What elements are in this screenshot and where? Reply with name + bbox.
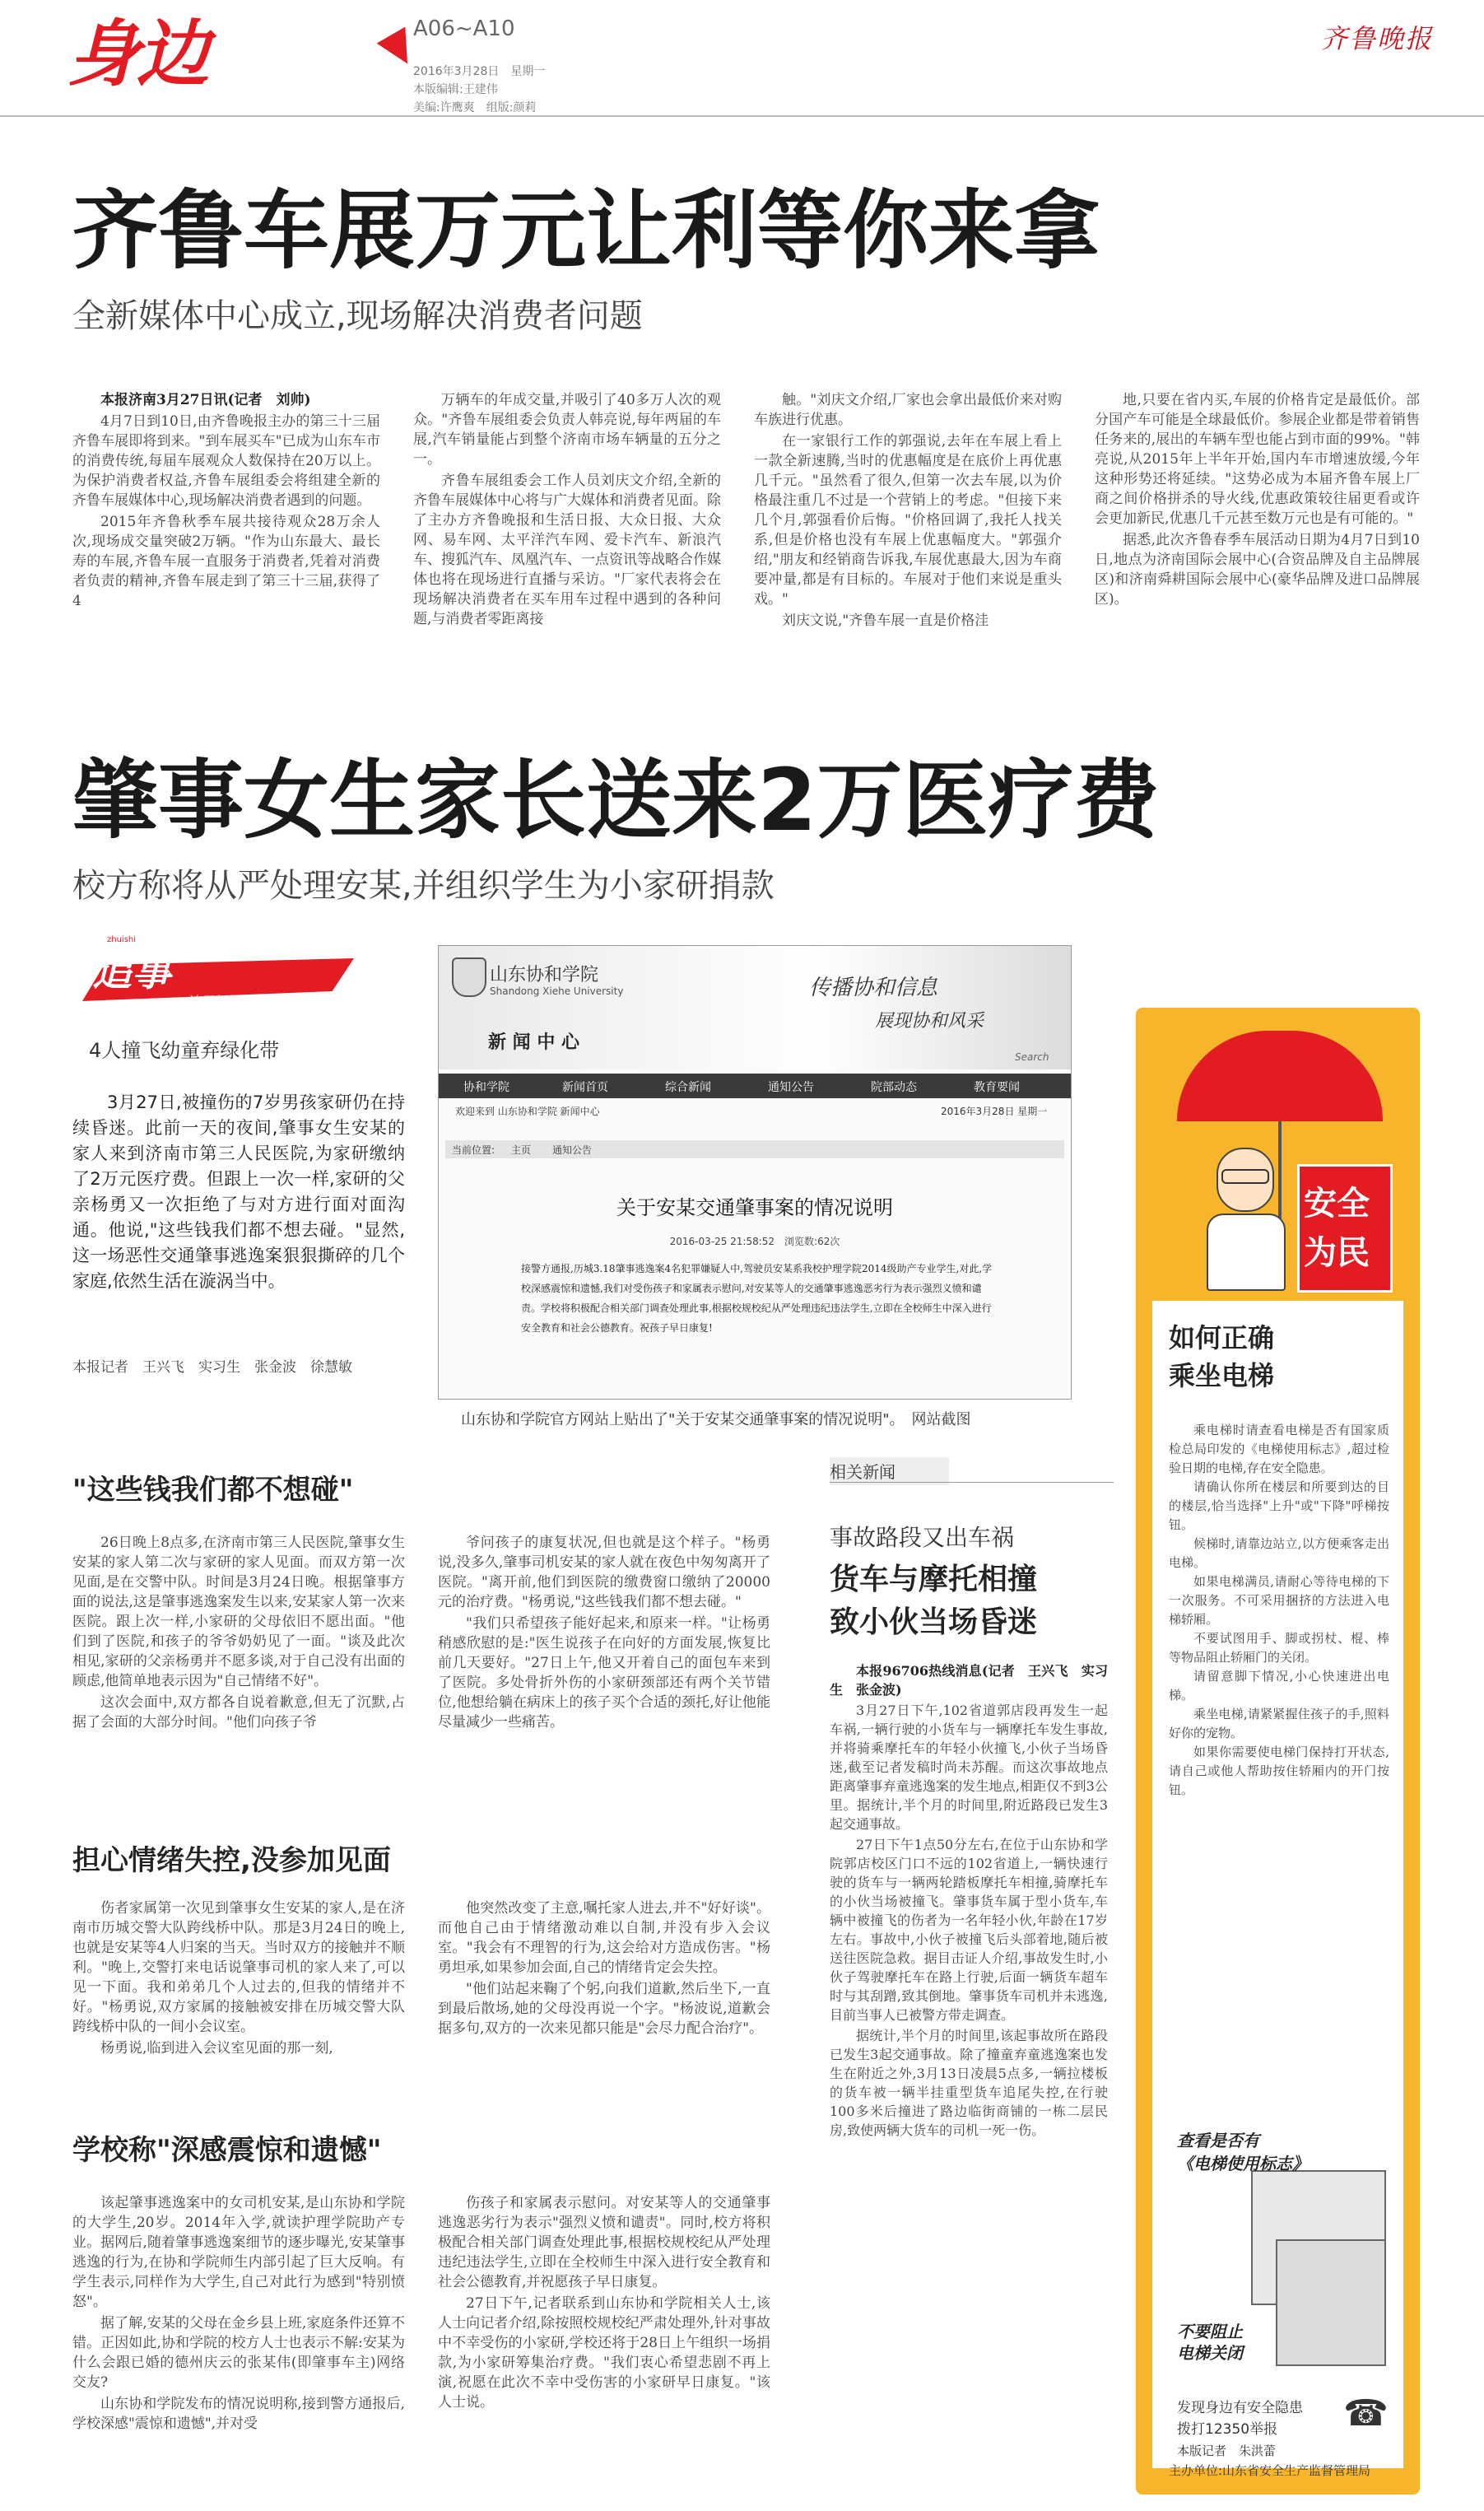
- follow-up-logo: 追事: [92, 949, 172, 995]
- cartoon-body-icon: [1207, 1214, 1286, 1291]
- related-headline-1: 货车与摩托相撞: [830, 1563, 1038, 1596]
- paragraph: 候梯时,请靠边站立,以方便乘客走出电梯。: [1169, 1536, 1389, 1570]
- paragraph: 地,只要在省内买,车展的价格肯定是最低价。部分国产车可能是全球最低价。参展企业都是带着销售任务来的,展出的车辆车型也能占到市面的99%。"韩亮说,从2015年上半年开始,国内车市增速放缓,今年这种形势还将延续。"这势必成为本届齐鲁车展上厂商之间价格拼杀的导火线,优惠政策较往届更看或许会更加新民,优惠几千元甚至数万元也是有可能的。": [1095, 392, 1420, 527]
- story1-subhead: 全新媒体中心成立,现场解决消费者问题: [72, 297, 643, 335]
- follow-up-tagline: 追寻新闻尽头: [189, 994, 269, 1009]
- paragraph: 伤孩子和家属表示慰问。对安某等人的交通肇事逃逸恶劣行为表示"强烈义愤和谴责"。同时,校方将积极配合相关部门调查处理此事,根据校规校纪从严处理违纪违法学生,立即在全校师生中深入进行安全教育和社会公德教育,并祝愿孩子早日康复。: [438, 2195, 770, 2290]
- sidebar-reporter: 本版记者 朱洪蕾: [1177, 2443, 1277, 2458]
- paragraph: 请留意脚下情况,小心快速进出电梯。: [1169, 1669, 1389, 1703]
- paragraph: 乘电梯时请查看电梯是否有国家质检总局印发的《电梯使用标志》,超过检验日期的电梯,存在安全隐患。: [1169, 1423, 1389, 1475]
- paragraph: 如果电梯满员,请耐心等待电梯的下一次服务。不可采用捆挤的方法进入电梯轿厢。: [1169, 1574, 1389, 1627]
- paragraph: 不要试图用手、脚或拐杖、棍、棒等物品阻止轿厢门的关闭。: [1169, 1631, 1389, 1665]
- story1-byline: 本报济南3月27日讯(记者 刘帅): [100, 392, 311, 408]
- site-nav-item: 综合新闻: [665, 1081, 711, 1094]
- sidebar-sponsor: 主办单位:山东省安全生产监督管理局: [1169, 2463, 1371, 2478]
- site-breadcrumb: [445, 1140, 1064, 1158]
- related-headline-2: 致小伙当场昏迷: [830, 1605, 1038, 1639]
- section2-column-1: [72, 1898, 405, 2113]
- paragraph: 27日下午,记者联系到山东协和学院相关人士,该人士向记者介绍,除按照校规校纪严肃处理外,针对事故中不幸受伤的小家研,学校还将于28日上午组织一场捐款,为小家研筹集治疗费。"我们衷心希望悲剧不再上演,祝愿在此次不幸中受伤害的小家研早日康复。"该人士说。: [438, 2295, 770, 2411]
- editor-credit: 本版编辑:王建伟: [413, 83, 498, 96]
- site-nav-item: 新闻首页: [562, 1081, 608, 1094]
- section2-column-2: [438, 1898, 770, 2113]
- tip-1-line-1: 查看是否有: [1177, 2131, 1259, 2150]
- paragraph: 杨勇说,临到进入会议室见面的那一刻,: [100, 2040, 333, 2057]
- story1-column-1: [72, 390, 380, 687]
- paragraph: 2015年齐鲁秋季车展共接待观众28万余人次,现场成交量突破2万辆。"作为山东最大、最长寿的车展,齐鲁车展一直服务于消费者,凭着对消费者负责的精神,齐鲁车展走到了第三十三届,获得了4: [72, 514, 380, 609]
- paragraph: 山东协和学院发布的情况说明称,接到警方通报后,学校深感"震惊和遗憾",并对受: [72, 2396, 405, 2432]
- sidebar-title-line-1: 如何正确: [1169, 1322, 1275, 1353]
- story2-headline: 肇事女生家长送来2万医疗费: [72, 750, 1160, 850]
- section-heading: "这些钱我们都不想碰": [72, 1474, 354, 1507]
- paragraph: 爷问孩子的康复状况,但也就是这个样子。"杨勇说,没多久,肇事司机安某的家人就在夜色中匆匆离开了医院。"离开前,他们到医院的缴费窗口缴纳了20000元的治疗费。"杨勇说,"这些钱我们都不想去碰。": [438, 1535, 770, 1610]
- website-screenshot: [438, 945, 1072, 1400]
- site-news-center: 新 闻 中 心: [488, 1032, 579, 1053]
- story1-column-3: [754, 390, 1062, 687]
- paragraph: 4月7日到10日,由齐鲁晚报主办的第三十三届齐鲁车展即将到来。"到车展买车"已成为山东车市的消费传统,每届车展观众人数保持在20万以上。为保护消费者权益,齐鲁车展组委会将组建全新的齐鲁车展媒体中心,现场解决消费者遇到的问题。: [72, 413, 380, 509]
- paragraph: "我们只希望孩子能好起来,和原来一样。"让杨勇稍感欣慰的是:"医生说孩子在向好的方面发展,恢复比前几天要好。"27日上午,他又开着自己的面包车来到了医院。多处骨折外伤的小家研颈部还有两个关节错位,他想给躺在病床上的孩子买个合适的颈托,好让他能尽量减少一些痛苦。: [438, 1615, 770, 1731]
- paragraph: 26日晚上8点多,在济南市第三人民医院,肇事女生安某的家人第二次与家研的家人见面。而双方第一次见面,是在交警中队。时间是3月24日晚。根据肇事方面的说法,这是肇事逃逸案发生以来,安某家人第一次来医院。跟上次一样,小家研的父母依旧不愿出面。"他们到了医院,和孩子的爷爷奶奶见了一面。"谈及此次相见,家研的父亲杨勇并不愿多谈,对于自己没有出面的顾虑,他简单地表示因为"自己情绪不好"。: [72, 1535, 405, 1689]
- paragraph: 触。"刘庆文介绍,厂家也会拿出最低价来对购车族进行优惠。: [754, 392, 1062, 428]
- section3-column-1: [72, 2193, 405, 2498]
- story2-subhead: 校方称将从严处理安某,并组织学生为小家研捐款: [72, 867, 775, 905]
- site-school-name-en: Shandong Xiehe University: [490, 985, 624, 997]
- site-nav-item: 院部动态: [871, 1081, 917, 1094]
- site-article-date: 2016-03-25 21:58:52 浏览数:62次: [669, 1236, 840, 1247]
- breadcrumb-label: 当前位置:: [452, 1144, 495, 1156]
- paragraph: 刘庆文说,"齐鲁车展一直是价格洼: [782, 613, 989, 629]
- site-article-title: 关于安某交通肇事案的情况说明: [616, 1196, 893, 1219]
- art-credit: 美编:许鹰爽 组版:颜莉: [413, 101, 537, 114]
- section1-column-1: [72, 1533, 405, 1780]
- section-heading: 学校称"深感震惊和遗憾": [72, 2134, 382, 2167]
- sidebar-content: [1152, 1301, 1403, 2478]
- paragraph: 伤者家属第一次见到肇事女生安某的家人,是在济南市历城交警大队跨线桥中队。那是3月24日的晚上,也就是安某等4人归案的当天。当时双方的接触并不顺利。"晚上,交警打来电话说肇事司机的家人来了,可以见一下面。我和弟弟几个人过去的,但我的情绪并不好。"杨勇说,双方家属的接触被安排在历城交警大队跨线桥中队的一间小会议室。: [72, 1900, 405, 2035]
- paragraph: 据了解,安某的父母在金乡县上班,家庭条件还算不错。正因如此,协和学院的校方人士也表示不解:安某为什么会跟已婚的德州庆云的张某伟(即肇事车主)网络交友?: [72, 2315, 405, 2391]
- sidebar-text: [1169, 1421, 1389, 1800]
- issue-date: 2016年3月28日 星期一: [413, 65, 546, 78]
- story1-headline: 齐鲁车展万元让利等你来拿: [72, 180, 1100, 281]
- tip-1-line-2: 《电梯使用标志》: [1177, 2154, 1309, 2173]
- related-kicker: 事故路段又出车祸: [830, 1524, 1015, 1551]
- page-range: A06~A10: [413, 16, 515, 41]
- related-tag: 相关新闻: [830, 1462, 896, 1482]
- page-meta: [413, 63, 545, 117]
- paragraph: 据悉,此次齐鲁春季车展活动日期为4月7日到10日,地点为济南国际会展中心(合资品牌及自主品牌展区)和济南舜耕国际会展中心(豪华品牌及进口品牌展区)。: [1095, 532, 1420, 608]
- story2-reporters: 本报记者 王兴飞 实习生 张金波 徐慧敏: [72, 1359, 352, 1376]
- paragraph: 万辆车的年成交量,并吸引了40多万人次的观众。"齐鲁车展组委会负责人韩亮说,每年两届的车展,汽车销量能占到整个济南市场车辆量的五分之一。: [413, 392, 721, 468]
- paragraph: 27日下午1点50分左右,在位于山东协和学院郭店校区门口不远的102省道上,一辆快速行驶的货车与一辆两轮踏板摩托车相撞,骑摩托车的小伙当场被撞飞。肇事货车属于型小货车,车辆中被撞飞的伤者为一名年轻小伙,年龄在17岁左右。事故中,小伙子被撞飞后头部着地,随后被送往医院急救。据目击证人介绍,事故发生时,小伙子驾驶摩托车在路上行驶,后面一辆货车超车时与其刮蹭,致其倒地。肇事货车司机并未逃逸,目前当事人已被警方带走调查。: [830, 1837, 1108, 2023]
- paragraph: 请确认你所在楼层和所要到达的目的楼层,恰当选择"上升"或"下降"呼梯按钮。: [1169, 1479, 1389, 1532]
- section3-column-2: [438, 2193, 770, 2498]
- paragraph: "他们站起来鞠了个躬,向我们道歉,然后坐下,一直到最后散场,她的父母没再说一个字。"杨波说,道歉会据多句,双方的一次来见都只能是"会尽力配合治疗"。: [438, 1981, 770, 2037]
- paragraph: 如果你需要使电梯门保持打开状态,请自己或他人帮助按住轿厢内的开门按钮。: [1169, 1745, 1389, 1797]
- story1-column-4: [1095, 390, 1420, 687]
- follow-up-pinyin: zhuishi: [107, 935, 137, 944]
- paragraph: 3月27日下午,102省道郭店段再发生一起车祸,一辆行驶的小货车与一辆摩托车发生事故,并将骑乘摩托车的年轻小伙撞飞,小伙子当场昏迷,截至记者发稿时尚未苏醒。而这次事故地点距离肇事弃童逃逸案的发生地点,相距仅不到3公里。据统计,半个月的时间里,附近路段已发生3起交通事故。: [830, 1703, 1108, 1832]
- safety-sidebar: [1136, 1008, 1420, 2495]
- newspaper-brand: 齐鲁晚报: [1321, 23, 1434, 54]
- site-date: 2016年3月28日 星期一: [941, 1106, 1048, 1117]
- story1-column-2: [413, 390, 721, 687]
- paragraph: 齐鲁车展组委会工作人员刘庆文介绍,全新的齐鲁车展媒体中心将与广大媒体和消费者见面。除了主办方齐鲁晚报和生活日报、大众日报、大众网、易车网、太平洋汽车网、爱卡汽车、新浪汽车、搜狐汽车、凤凰汽车、一点资讯等战略合作媒体也将在现场进行直播与采访。"厂家代表将会在现场解决消费者在买车用车过程中遇到的各种问题,与消费者零距离接: [413, 473, 721, 627]
- figure-caption: 山东协和学院官方网站上贴出了"关于安某交通肇事案的情况说明"。 网站截图: [461, 1411, 971, 1428]
- site-slogan-1: 传播协和信息: [809, 976, 938, 1000]
- tip-2-line-1: 不要阻止: [1177, 2322, 1243, 2341]
- site-nav-item: 教育要闻: [974, 1081, 1020, 1094]
- site-nav-item: 协和学院: [463, 1081, 509, 1094]
- paragraph: 该起肇事逃逸案中的女司机安某,是山东协和学院的大学生,20岁。2014年入学,就读护理学院助产专业。据网后,随着肇事逃逸案细节的逐步曝光,安某肇事逃逸的行为,在协和学院师生内部引起了巨大反响。有学生表示,同样作为大学生,自己对此行为感到"特别愤怒"。: [72, 2195, 405, 2310]
- section-heading: 担心情绪失控,没参加见面: [72, 1844, 391, 1877]
- site-nav-item: 通知公告: [768, 1081, 814, 1094]
- report-line-1: 发现身边有安全隐患: [1177, 2400, 1303, 2416]
- masthead-divider: [0, 115, 1484, 117]
- site-search: Search: [1015, 1051, 1049, 1063]
- site-slogan-2: 展现协和风采: [875, 1011, 984, 1032]
- telephone-icon: ☎: [1343, 2392, 1389, 2434]
- paragraph: 这次会面中,双方都各自说着歉意,但无了沉默,占据了会面的大部分时间。"他们向孩子爷: [72, 1694, 405, 1731]
- safety-badge-text-1: 安全: [1304, 1185, 1370, 1223]
- story2-intro: 3月27日,被撞伤的7岁男孩家研仍在持续昏迷。此前一天的夜间,肇事女生安某的家人来到济南市第三人民医院,为家研缴纳了2万元医疗费。但跟上一次一样,家研的父亲杨勇又一次拒绝了与对方进行面对面沟通。他说,"这些钱我们都不想去碰。"显然,这一场恶性交通肇事逃逸案狠狠撕碎的几个家庭,依然生活在漩涡当中。: [72, 1092, 405, 1291]
- breadcrumb-item: 通知公告: [552, 1144, 593, 1156]
- sidebar-title-line-2: 乘坐电梯: [1169, 1360, 1275, 1391]
- paragraph: 在一家银行工作的郭强说,去年在车展上看上一款全新速腾,当时的优惠幅度是在底价上再优惠几千元。"虽然看了很久,但第一次去车展,以为价格最注重几不过是一个营销上的考虑。"但接下来几个月,郭强看价后悔。"价格回调了,我托人找关系,但是价格也没有车展上优惠幅度大。"郭强介绍,"朋友和经销商告诉我,车展优惠最大,因为车商要冲量,都是有目标的。车展对于他们来说是重头戏。": [754, 433, 1062, 608]
- report-line-2: 拨打12350举报: [1177, 2421, 1278, 2438]
- elevator-door-icon: [1276, 2239, 1386, 2366]
- paragraph: 乘坐电梯,请紧紧握住孩子的手,照料好你的宠物。: [1169, 1707, 1389, 1740]
- site-article-body: 接警方通报,历城3.18肇事逃逸案4名犯罪嫌疑人中,驾驶员安某系我校护理学院2014级助产专业学生,对此,学校深感震惊和遗憾,我们对受伤孩子和家属表示慰问,对安某等人的交通肇事逃逸恶劣行为表示强烈义愤和谴责。学校将积极配合相关部门调查处理此事,根据校规校纪从严处理违纪违法学生,立即在全校师生中深入进行安全教育和社会公德教育。祝孩子早日康复!: [521, 1263, 993, 1334]
- school-crest-icon: [452, 957, 486, 997]
- related-body: [830, 1661, 1108, 2495]
- site-nav: [439, 1074, 1071, 1098]
- section1-column-2: [438, 1533, 770, 1780]
- paragraph: 据统计,半个月的时间里,该起事故所在路段已发生3起交通事故。除了撞童弃童逃逸案也发生在附近之外,3月13日凌晨5点多,一辆拉楼板的货车被一辆半挂重型货车追尾失控,在行驶100多米后撞进了路边临街商铺的一栋二层民房,致使两辆大货车的司机一死一伤。: [830, 2028, 1108, 2138]
- related-byline: 本报96706热线消息(记者 王兴飞 实习生 张金波): [830, 1663, 1108, 1698]
- follow-up-title: 4人撞飞幼童弃绿化带: [89, 1039, 280, 1062]
- site-welcome: 欢迎来到 山东协和学院 新闻中心: [455, 1106, 600, 1117]
- related-divider: [830, 1482, 1114, 1483]
- sidebar-title: [1169, 1319, 1274, 1395]
- site-school-name: 山东协和学院: [490, 965, 599, 985]
- paragraph: 他突然改变了主意,嘱托家人进去,并不"好好谈"。而他自己由于情绪激动难以自制,并没有步入会议室。"我会有不理智的行为,这会给对方造成伤害。"杨勇坦承,如果参加会面,自己的情绪肯定会失控。: [438, 1900, 770, 1976]
- section-logo: 身边: [67, 12, 207, 96]
- glasses-icon: [1221, 1169, 1269, 1184]
- tip-2-line-2: 电梯关闭: [1177, 2343, 1243, 2363]
- breadcrumb-item: 主页: [511, 1144, 532, 1156]
- safety-badge-text-2: 为民: [1304, 1234, 1370, 1272]
- umbrella-icon: [1177, 1031, 1383, 1121]
